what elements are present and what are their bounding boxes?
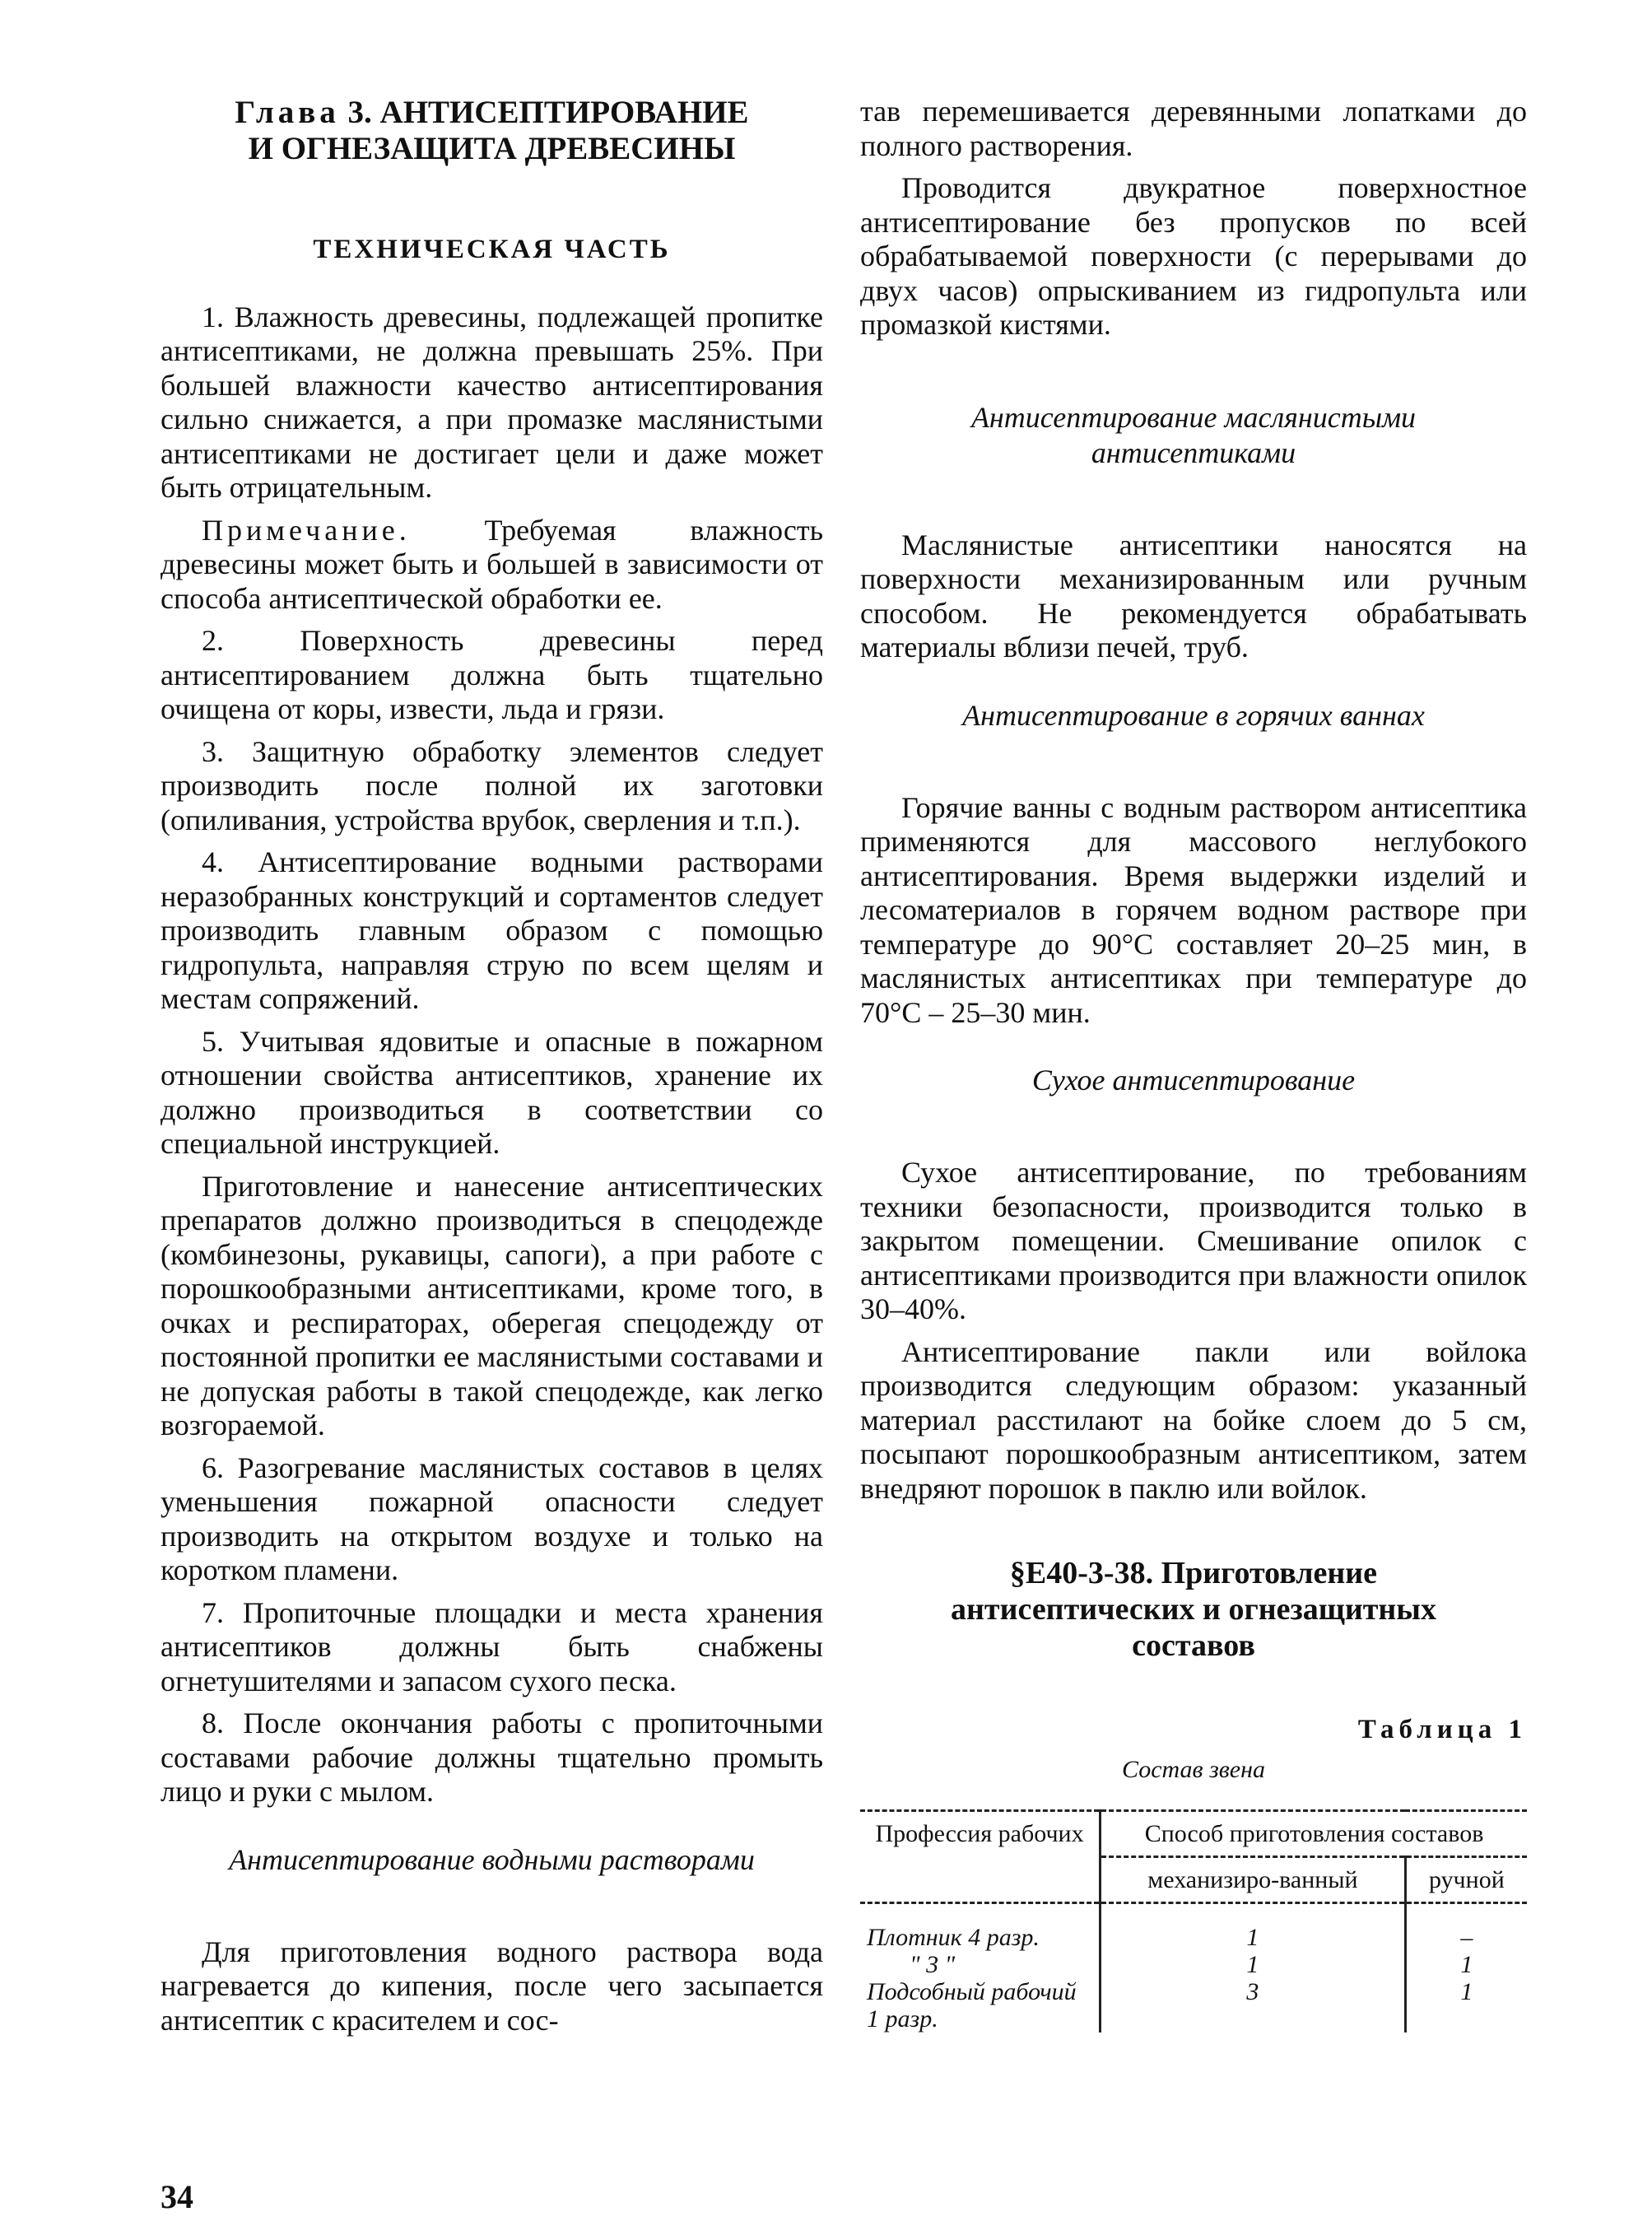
paragraph-hot: Горячие ванны с водным раствором антисептика применяются для массового неглубокого антисептирования. Время выдержки изделий и лесоматериалов в горячем водном растворе при температуре до 90°С составляет 20–25 мин, в маслянистых антисептиках при температуре до 70°С – 25–30 мин. (860, 790, 1527, 1029)
paragraph-4: 4. Антисептирование водными растворами неразобранных конструкций и сортаментов следует производить главным образом с помощью гидропульта, направляя струю по всем щелям и местам сопряжений. (161, 845, 823, 1015)
header-mechanized: механизиро-ванный (1101, 1857, 1406, 1903)
table-label: Таблица 1 (1357, 1715, 1527, 1744)
section-heading-line3: составов (1132, 1628, 1255, 1663)
cell-mechanized: 1 (1101, 1903, 1406, 1952)
paragraph-oil: Маслянистые антисептики наносятся на поверхности механизированным или ручным способом. Не рекомендуется обрабатывать материалы вблизи печей, труб. (860, 528, 1527, 664)
cell-mechanized: 3 (1101, 1978, 1406, 2032)
subheading-water: Антисептирование водными растворами (229, 1842, 755, 1876)
crew-table (860, 1809, 1527, 2032)
paragraph-2: 2. Поверхность древесины перед антисептированием должна быть тщательно очищена от коры, извести, льда и грязи. (161, 624, 823, 725)
header-manual: ручной (1405, 1857, 1527, 1903)
right-column (860, 95, 1527, 2032)
subheading-dry: Сухое антисептирование (1031, 1064, 1356, 1097)
chapter-label: Глава (235, 95, 340, 130)
paragraph-dry-1: Сухое антисептирование, по требованиям техники безопасности, производится только в закрытом помещении. Смешивание опилок с антисептиками производится при влажности опилок 30–40%. (860, 1156, 1527, 1325)
note-paragraph (161, 514, 823, 617)
technical-part-heading: ТЕХНИЧЕСКАЯ ЧАСТЬ (313, 235, 671, 264)
chapter-title (161, 95, 823, 167)
subheading-oil-line2: антисептиками (1091, 435, 1296, 469)
paragraph-8: 8. После окончания работы с пропиточными составами рабочие должны тщательно промыть лицо и руки с мылом. (161, 1707, 823, 1808)
chapter-title-line2: И ОГНЕЗАЩИТА ДРЕВЕСИНЫ (248, 131, 736, 166)
paragraph-5: 5. Учитывая ядовитые и опасные в пожарном отношении свойства антисептиков, хранение их должно производиться в соответствии со специальной инструкцией. (161, 1024, 823, 1160)
section-heading (860, 1555, 1527, 1664)
cell-profession: Подсобный рабочий 1 разр. (860, 1978, 1101, 2032)
page-number: 34 (161, 2178, 193, 2215)
note-label: Примечание. (202, 513, 411, 547)
table-caption: Состав звена (1121, 1755, 1265, 1783)
paragraph-7: 7. Пропиточные площадки и места хранения антисептиков должны быть снабжены огнетушителями и запасом сухого песка. (161, 1595, 823, 1697)
left-column (161, 95, 823, 2046)
subheading-oil (860, 400, 1527, 471)
header-profession: Профессия рабочих (860, 1811, 1101, 1903)
paragraph-double: Проводится двукратное поверхностное антисептирование без пропусков по всей обрабатываемой поверхности (с перерывами до двух часов) опрыскиванием из гидропульта или промазкой кистями. (860, 171, 1527, 341)
note-text: Требуемая влажность древесины может быть и большей в зависимости от способа антисептической обработки ее. (161, 513, 823, 615)
cell-profession: " 3 " (860, 1951, 1101, 1978)
paragraph-5b: Приготовление и нанесение антисептических препаратов должно производиться в спецодежде (комбинезоны, рукавицы, сапоги), а при работе с порошкообразными антисептиками, кроме того, в очках и респираторах, оберегая спецодежду от постоянной пропитки ее маслянистыми составами и не допуская работы в такой спецодежде, как легко возгораемой. (161, 1169, 823, 1441)
cell-profession: Плотник 4 разр. (860, 1903, 1101, 1952)
table-row (860, 1951, 1527, 1978)
section-heading-line2: антисептических и огнезащитных (951, 1592, 1436, 1627)
paragraph-dry-2: Антисептирование пакли или войлока производится следующим образом: указанный материал расстилают на бойке слоем до 5 см, посыпают порошкообразным антисептиком, затем внедряют порошок в паклю или войлок. (860, 1334, 1527, 1505)
cell-mechanized: 1 (1101, 1951, 1406, 1978)
subheading-hot: Антисептирование в горячих ваннах (962, 698, 1425, 732)
paragraph-3: 3. Защитную обработку элементов следует производить после полной их заготовки (опиливания, устройства врубок, сверления и т.п.). (161, 734, 823, 836)
paragraph-1: 1. Влажность древесины, подлежащей пропитке антисептиками, не должна превышать 25%. При большей влажности качество антисептирования сильно снижается, а при промазке маслянистыми антисептиками не достигает цели и даже может быть отрицательным. (161, 300, 823, 504)
section-heading-line1: §Е40-3-38. Приготовление (1009, 1556, 1378, 1590)
cell-manual: – (1460, 1924, 1473, 1951)
chapter-title-line1: 3. АНТИСЕПТИРОВАНИЕ (339, 95, 749, 130)
paragraph-continued: тав перемешивается деревянными лопатками до полного растворения. (860, 95, 1527, 162)
paragraph-6: 6. Разогревание маслянистых составов в целях уменьшения пожарной опасности следует производить на открытом воздухе и только на коротком пламени. (161, 1450, 823, 1586)
table-row (860, 1903, 1527, 1952)
subheading-oil-line1: Антисептирование маслянистыми (970, 400, 1417, 434)
table-row (860, 1978, 1527, 2032)
header-method: Способ приготовления составов (1101, 1811, 1527, 1857)
cell-manual: 1 (1460, 1978, 1473, 2005)
cell-manual: 1 (1460, 1951, 1473, 1978)
paragraph-water: Для приготовления водного раствора вода нагревается до кипения, после чего засыпается антисептик с красителем и сос- (161, 1935, 823, 2037)
